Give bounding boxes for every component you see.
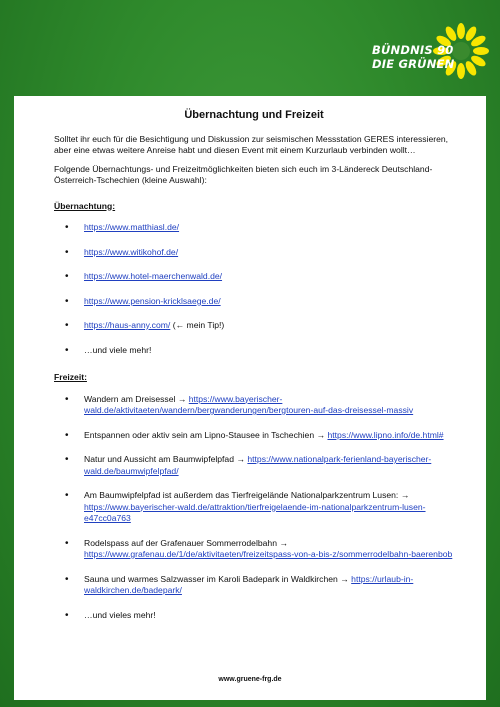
tip-note: (← mein Tip!) <box>170 320 225 330</box>
activity-text: Sauna und warmes Salzwasser im Karoli Badepark in Waldkirchen → <box>84 573 352 584</box>
logo-text-line2: DIE GRÜNEN <box>372 57 455 71</box>
activity-text: Natur und Aussicht am Baumwipfelpfad → <box>84 454 248 464</box>
list-item <box>54 320 454 332</box>
activity-link[interactable]: https://urlaub-in-waldkirchen.de/badepark/ <box>84 573 414 595</box>
document-page <box>14 96 486 700</box>
activity-text: Am Baumwipfelpfad ist außerdem das Tierfreigelände Nationalparkzentrum Lusen: → <box>84 490 410 500</box>
activity-text: Rodelspass auf der Grafenauer Sommerrodelbahn → <box>84 537 288 548</box>
list-item <box>54 490 454 525</box>
activity-link[interactable]: https://www.bayerischer-wald.de/aktivitaeten/wandern/bergwanderungen/bergtouren-auf-das-dreisessel-massiv <box>84 393 414 415</box>
hotel-link[interactable]: https://www.witikohof.de/ <box>84 246 179 257</box>
activity-link[interactable]: https://www.bayerischer-wald.de/attraktion/tierfreigelaende-im-nationalparkzentrum-lusen-e47cc0a763 <box>84 501 426 523</box>
footer-url: www.gruene-frg.de <box>218 676 282 683</box>
intro-paragraph-2: Folgende Übernachtungs- und Freizeitmöglichkeiten bieten sich euch im 3-Ländereck Deutschland-Österreich-Tschechien (kleine Auswahl): <box>54 163 433 185</box>
party-logo <box>370 22 490 88</box>
more-note: …und vieles mehr! <box>84 609 156 620</box>
list-item <box>54 574 454 597</box>
more-note: …und viele mehr! <box>84 344 152 355</box>
document-content <box>54 110 454 634</box>
list-item <box>54 222 454 234</box>
section-heading-freizeit: Freizeit: <box>54 372 87 382</box>
list-item <box>54 247 454 259</box>
list-item <box>54 271 454 283</box>
activity-link[interactable]: https://www.grafenau.de/1/de/aktivitaeten/freizeitspass-von-a-bis-z/sommerrodelbahn-baerenbob <box>84 549 453 559</box>
list-item <box>54 610 454 622</box>
activity-text: Entspannen oder aktiv sein am Lipno-Stausee in Tschechien → <box>84 429 328 440</box>
freizeit-list <box>54 394 454 622</box>
list-item <box>54 345 454 357</box>
intro-paragraph-1: Solltet ihr euch für die Besichtigung und Diskussion zur seismischen Messstation GERES interessieren, aber eine etwas weitere Anreise habt und diesen Event mit einem Kurzurlaub verbinden wollt… <box>54 133 449 155</box>
hotel-link[interactable]: https://haus-anny.com/ <box>84 320 171 330</box>
hotel-link[interactable]: https://www.pension-kricklsaege.de/ <box>84 295 221 306</box>
activity-link[interactable]: https://www.nationalpark-ferienland-bayerischer-wald.de/baumwipfelpfad/ <box>84 454 432 476</box>
logo-text-line1: BÜNDNIS 90 <box>372 43 454 57</box>
activity-link[interactable]: https://www.lipno.info/de.html# <box>327 429 444 440</box>
list-item <box>54 538 454 561</box>
list-item <box>54 394 454 417</box>
list-item <box>54 454 454 477</box>
page-title: Übernachtung und Freizeit <box>184 109 324 121</box>
hotel-link[interactable]: https://www.hotel-maerchenwald.de/ <box>84 271 223 281</box>
uebernachtung-list <box>54 222 454 356</box>
hotel-link[interactable]: https://www.matthiasl.de/ <box>84 222 180 232</box>
section-heading-uebernachtung: Übernachtung: <box>54 200 116 211</box>
list-item <box>54 296 454 308</box>
list-item <box>54 430 454 442</box>
activity-text: Wandern am Dreisessel → <box>84 393 189 404</box>
